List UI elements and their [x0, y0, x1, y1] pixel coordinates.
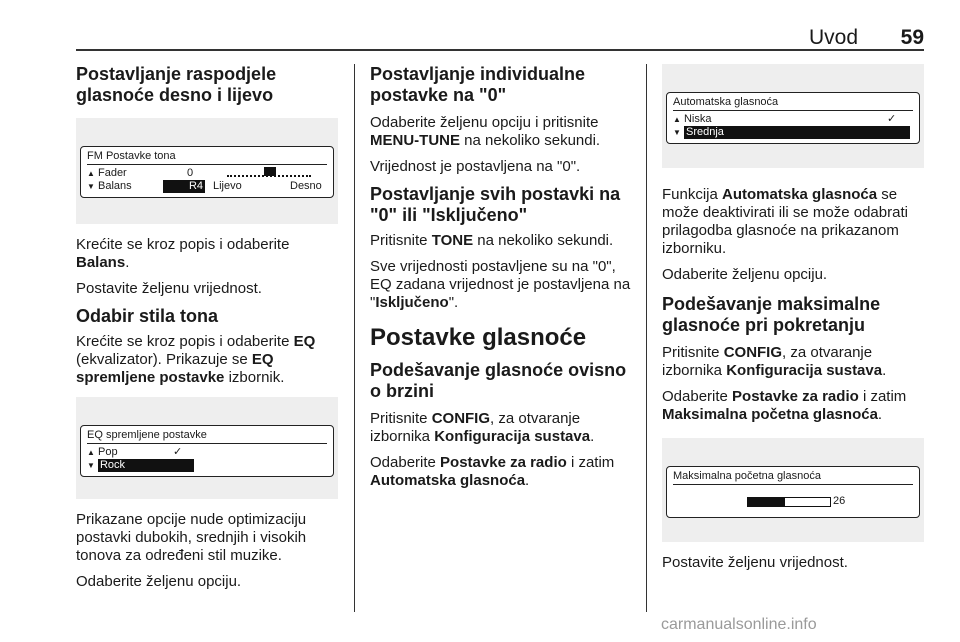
- display-screen: EQ spremljene postavke ▲ Pop ✓ ▼ Rock: [80, 425, 334, 477]
- heading-max-startup-volume: Podešavanje maksimalne glasnoće pri pokretanju: [662, 294, 881, 335]
- heading-balance: Postavljanje raspodjele glasnoće desno i lijevo: [76, 64, 277, 105]
- down-arrow-icon: ▼: [87, 182, 95, 191]
- column-1: [76, 64, 338, 599]
- paragraph: Pritisnite TONE na nekoliko sekundi.: [370, 232, 614, 249]
- paragraph: Sve vrijednosti postavljene su na "0", EQ zadana vrijednost je postavljena na "Isključeno".: [370, 258, 631, 311]
- heading-volume-settings: Postavke glasnoće: [370, 324, 587, 351]
- screen-title: FM Postavke tona: [87, 150, 176, 162]
- column-divider: [354, 64, 355, 612]
- figure-auto-volume: [662, 64, 924, 168]
- figure-max-volume: [662, 438, 924, 542]
- paragraph: Odaberite željenu opciju.: [662, 266, 828, 283]
- heading-reset-individual: Postavljanje individualne postavke na "0": [370, 64, 586, 105]
- paragraph: Postavite željenu vrijednost.: [76, 280, 262, 297]
- paragraph: Krećite se kroz popis i odaberite EQ (ekvalizator). Prikazuje se EQ spremljene postavke izbornik.: [76, 333, 316, 386]
- down-arrow-icon: ▼: [87, 461, 95, 470]
- volume-level-bar[interactable]: [747, 497, 831, 507]
- up-arrow-icon: ▲: [673, 115, 681, 124]
- watermark: carmanualsonline.info: [661, 616, 817, 633]
- paragraph: Prikazane opcije nude optimizaciju postavki dubokih, srednjih i visokih tonova za određeni stil muzike.: [76, 511, 307, 564]
- figure-tone-settings: [76, 118, 338, 224]
- paragraph: Odaberite Postavke za radio i zatim Automatska glasnoća.: [370, 454, 615, 489]
- paragraph: Krećite se kroz popis i odaberite Balans.: [76, 236, 290, 271]
- header-rule: [76, 49, 924, 51]
- balance-marker: [264, 167, 276, 176]
- paragraph: Odaberite željenu opciju.: [76, 573, 242, 590]
- paragraph: Funkcija Automatska glasnoća se može deaktivirati ili se može odabrati prilagodba glasnoće na prikazanom izborniku.: [662, 186, 908, 257]
- paragraph: Pritisnite CONFIG, za otvaranje izbornika Konfiguracija sustava.: [370, 410, 595, 445]
- heading-reset-all: Postavljanje svih postavki na "0" ili "Isključeno": [370, 184, 621, 225]
- page-number: 59: [900, 26, 924, 49]
- paragraph: Odaberite željenu opciju i pritisnite MENU-TUNE na nekoliko sekundi.: [370, 114, 601, 149]
- up-arrow-icon: ▲: [87, 448, 95, 457]
- volume-level-fill: [748, 498, 785, 506]
- menu-row-balans[interactable]: ▼ Balans R4 Lijevo Desno: [87, 180, 322, 192]
- paragraph: Vrijednost je postavljena na "0".: [370, 158, 581, 175]
- column-2: [370, 64, 632, 498]
- heading-eq: Odabir stila tona: [76, 306, 219, 326]
- down-arrow-icon: ▼: [673, 128, 681, 137]
- display-screen: [80, 146, 334, 198]
- volume-value: 26: [833, 495, 846, 507]
- paragraph: Postavite željenu vrijednost.: [662, 554, 848, 571]
- paragraph: Odaberite Postavke za radio i zatim Maksimalna početna glasnoća.: [662, 388, 907, 423]
- column-divider: [646, 64, 647, 612]
- menu-item-pop[interactable]: ▲ Pop ✓: [87, 446, 183, 458]
- menu-item-rock[interactable]: ▼ Rock: [87, 459, 197, 472]
- menu-row-fader[interactable]: ▲ Fader 0: [87, 167, 327, 180]
- display-screen: Automatska glasnoća ▲ Niska ✓ ▼ Srednja: [666, 92, 920, 144]
- column-3: [662, 64, 924, 580]
- menu-item-niska[interactable]: ▲ Niska ✓: [673, 113, 897, 125]
- check-icon: ✓: [887, 113, 897, 125]
- paragraph: Pritisnite CONFIG, za otvaranje izbornika Konfiguracija sustava.: [662, 344, 887, 379]
- figure-eq-presets: [76, 397, 338, 499]
- heading-speed-volume: Podešavanje glasnoće ovisno o brzini: [370, 360, 627, 401]
- up-arrow-icon: ▲: [87, 169, 95, 178]
- selected-value: R4: [163, 180, 205, 193]
- check-icon: ✓: [173, 446, 183, 458]
- page-title: Uvod: [808, 26, 858, 49]
- menu-item-srednja[interactable]: ▼ Srednja: [673, 126, 913, 139]
- page-header: [76, 26, 924, 50]
- display-screen: Maksimalna početna glasnoća 26: [666, 466, 920, 518]
